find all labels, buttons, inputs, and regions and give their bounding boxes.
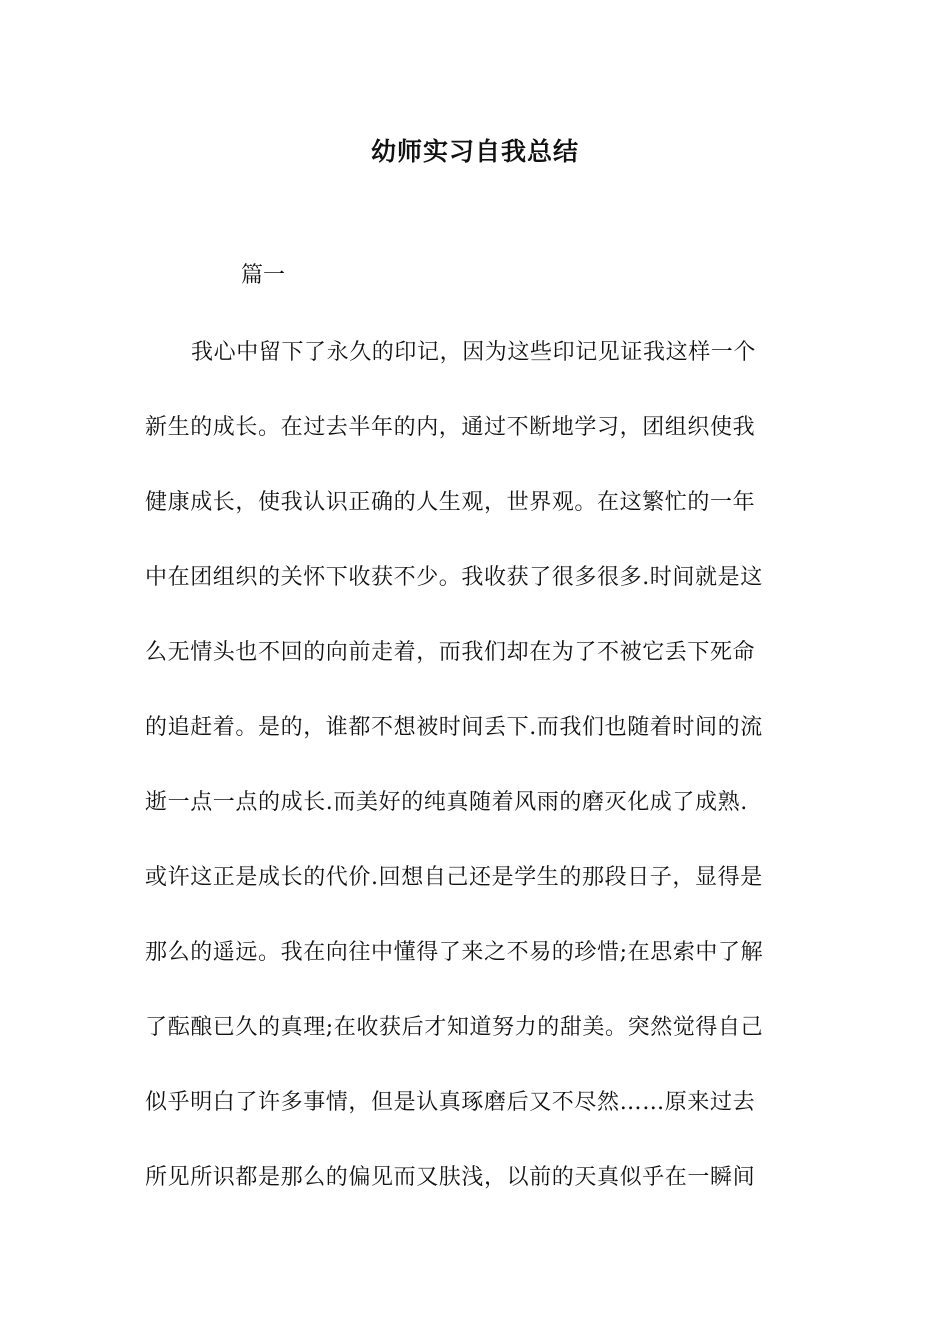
text-line: 我心中留下了永久的印记，因为这些印记见证我这样一个 [191, 340, 757, 365]
text-line: 新生的成长。在过去半年的内，通过不断地学习，团组织使我 [145, 415, 756, 440]
text-line: 中在团组织的关怀下收获不少。我收获了很多很多.时间就是这 [145, 565, 763, 590]
text-line: 健康成长，使我认识正确的人生观，世界观。在这繁忙的一年 [145, 490, 756, 515]
text-line: 似乎明白了许多事情，但是认真琢磨后又不尽然……原来过去 [145, 1090, 756, 1115]
text-line: 了酝酿已久的真理;在收获后才知道努力的甜美。突然觉得自己 [145, 1015, 764, 1040]
body-paragraph [145, 333, 825, 1233]
text-line: 或许这正是成长的代价.回想自己还是学生的那段日子，显得是 [145, 865, 763, 890]
text-line: 逝一点一点的成长.而美好的纯真随着风雨的磨灭化成了成熟. [145, 790, 748, 815]
text-line: 么无情头也不回的向前走着，而我们却在为了不被它丢下死命 [145, 640, 756, 665]
section-heading: 篇一 [241, 263, 286, 288]
document-title: 幼师实习自我总结 [370, 137, 579, 166]
text-line: 那么的遥远。我在向往中懂得了来之不易的珍惜;在思索中了解 [145, 940, 764, 965]
text-line: 的追赶着。是的，谁都不想被时间丢下.而我们也随着时间的流 [145, 715, 763, 740]
text-line: 所见所识都是那么的偏见而又肤浅，以前的天真似乎在一瞬间 [145, 1165, 756, 1190]
